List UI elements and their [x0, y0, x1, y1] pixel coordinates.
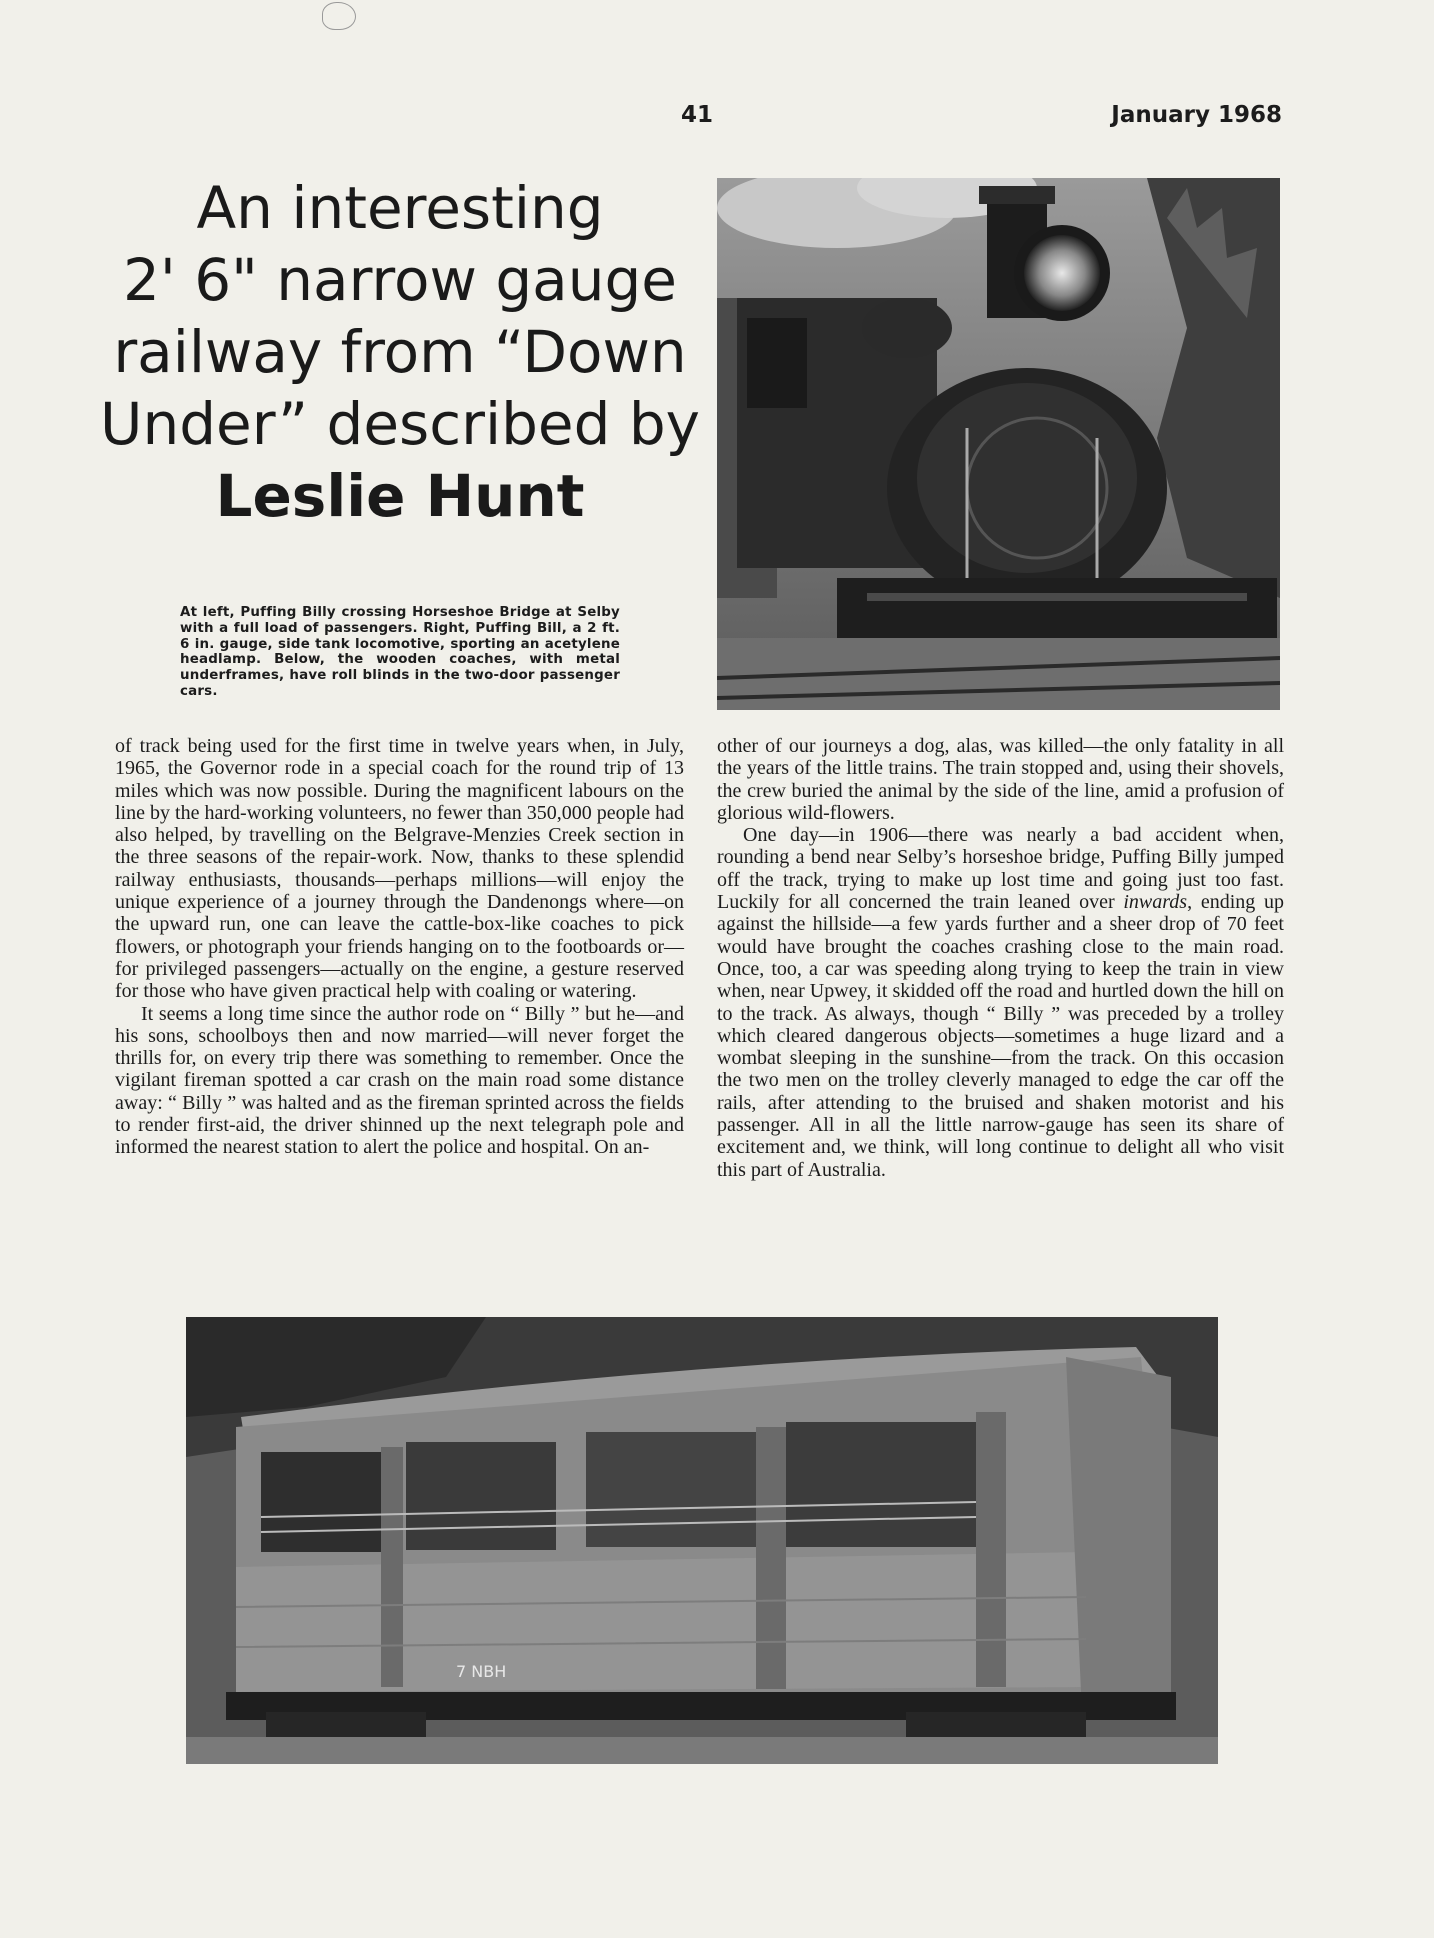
article-column-right [717, 735, 1284, 1181]
article-title [100, 172, 700, 532]
issue-date: January 1968 [1111, 102, 1282, 128]
title-line: railway from “Down [113, 318, 687, 386]
paragraph-text: One day—in 1906—there was nearly a bad accident when, rounding a bend near Selby’s horseshoe bridge, Puffing Billy jumped off the track, trying to make up lost time and going just too fast. Luckily for all concerned the train leaned over [717, 824, 1284, 914]
steam-locomotive-photo [717, 178, 1280, 710]
coach-number-marking: 7 NBH [456, 1662, 507, 1681]
article-paragraph [717, 824, 1284, 1181]
wooden-coach-photo [186, 1317, 1218, 1764]
article-column-left [115, 735, 684, 1159]
title-line: 2' 6" narrow gauge [123, 246, 677, 314]
locomotive-illustration [717, 178, 1280, 710]
article-paragraph: other of our journeys a dog, alas, was killed—the only fatality in all the years of the little trains. The train stopped and, using their shovels, the crew buried the animal by the side of the line, amid a profusion of glorious wild-flowers. [717, 735, 1284, 824]
paragraph-text: , ending up against the hillside—a few yards further and a sheer drop of 70 feet would have brought the coaches crashing close to the main road. Once, too, a car was speeding along trying to keep the train in view when, near Upwey, it skidded off the road and hurtled down the hill on to the track. As always, though “ Billy ” was preceded by a trolley which cleared dangerous objects—sometimes a huge lizard and a wombat sleeping in the sunshine—from the track. On this occasion the two men on the trolley cleverly managed to edge the car off the rails, after attending to the bruised and shaken motorist and his passenger. All in all the little narrow-gauge has seen its share of excitement and, we think, will long continue to delight all who visit this part of Australia. [717, 891, 1284, 1181]
title-line: An interesting [196, 174, 604, 242]
page-number: 41 [681, 102, 714, 128]
coach-illustration [186, 1317, 1218, 1764]
article-paragraph: of track being used for the first time in twelve years when, in July, 1965, the Governor rode in a special coach for the round trip of 13 miles which was now possible. During the magnificent labours on the line by the hard-working volunteers, no fewer than 350,000 people had also helped, by travelling on the Belgrave-Menzies Creek section in the three seasons of the repair-work. Now, thanks to these splendid railway enthusiasts, thousands—perhaps millions—will enjoy the unique experience of a journey through the Dandenongs where—on the upward run, one can leave the cattle-box-like coaches to pick flowers, or photograph your friends hanging on to the footboards or—for privileged passengers—actually on the engine, a gesture reserved for those who have given practical help with coaling or watering. [115, 735, 684, 1003]
photo-caption: At left, Puffing Billy crossing Horseshoe Bridge at Selby with a full load of passengers. Right, Puffing Bill, a 2 ft. 6 in. gauge, side tank locomotive, sporting an acetylene headlamp. Below, the wooden coaches, with metal underframes, have roll blinds in the two-door passenger cars. [180, 605, 620, 699]
library-stamp-mark [322, 2, 356, 30]
emphasis-text: inwards [1123, 891, 1188, 914]
title-line: Under” described by [100, 390, 700, 458]
article-author: Leslie Hunt [215, 462, 585, 530]
article-paragraph: It seems a long time since the author rode on “ Billy ” but he—and his sons, schoolboys then and now married—will never forget the thrills for, on every trip there was something to remember. Once the vigilant fireman spotted a car crash on the main road some distance away: “ Billy ” was halted and as the fireman sprinted across the fields to render first-aid, the driver shinned up the next telegraph pole and informed the nearest station to alert the police and hospital. On an- [115, 1002, 684, 1159]
